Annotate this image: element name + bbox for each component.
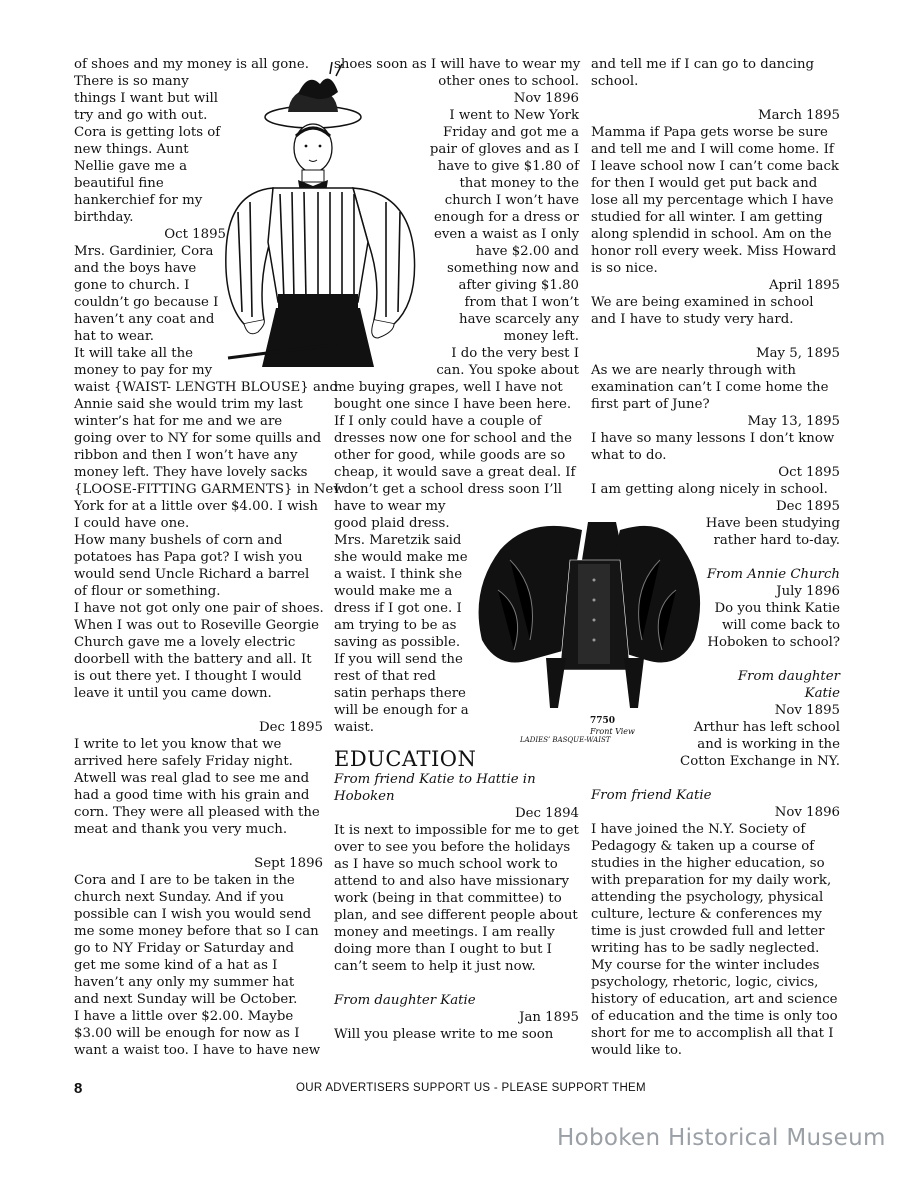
- text-line: Cora is getting lots of: [74, 125, 221, 140]
- text-line: church I won’t have: [444, 193, 579, 208]
- caption-number: 7750: [590, 716, 616, 726]
- text-line: for then I would get put back and: [591, 176, 818, 191]
- text-line: of shoes and my money is all gone.: [74, 57, 309, 72]
- column-2-education: [334, 747, 579, 1043]
- text-line: leave it until you came down.: [74, 686, 272, 701]
- text-line: $3.00 will be enough for now as I: [74, 1026, 300, 1041]
- text-line: can’t seem to help it just now.: [334, 959, 536, 974]
- date-line: Nov 1896: [774, 805, 840, 820]
- text-line: want a waist too. I have to have new: [74, 1043, 321, 1058]
- text-line: There is so many: [74, 74, 189, 89]
- text-line: waist {WAIST- LENGTH BLOUSE} and: [74, 380, 338, 395]
- text-line: of education and the time is only too: [591, 1009, 838, 1024]
- text-line: examination can’t I come home the: [591, 380, 829, 395]
- text-line: of flour or something.: [74, 584, 221, 599]
- text-line: good plaid dress.: [334, 516, 450, 531]
- text-line: as I have so much school work to: [334, 857, 558, 872]
- text-line: I have a little over $2.00. Maybe: [74, 1009, 294, 1024]
- date-line: Sept 1896: [254, 856, 323, 871]
- subheading: From friend Katie: [591, 788, 712, 803]
- text-line: Cotton Exchange in NY.: [680, 754, 840, 769]
- text-line: Atwell was real glad to see me and: [74, 771, 310, 786]
- text-line: had a good time with his grain and: [74, 788, 310, 803]
- text-line: I leave school now I can’t come back: [591, 159, 839, 174]
- date-line: Dec 1895: [775, 499, 840, 514]
- text-line: rest of that red: [334, 669, 436, 684]
- text-line: plan, and see different people about: [334, 908, 578, 923]
- text-line: Will you please write to me soon: [334, 1027, 554, 1042]
- text-line: school.: [591, 74, 639, 89]
- museum-watermark: Hoboken Historical Museum: [557, 1125, 886, 1151]
- text-line: Hoboken to school?: [707, 635, 840, 650]
- text-line: enough for a dress or: [434, 210, 579, 225]
- date-line: March 1895: [758, 108, 840, 123]
- text-line: Friday and got me a: [443, 125, 579, 140]
- text-line: haven’t any coat and: [74, 312, 215, 327]
- text-line: with preparation for my daily work,: [591, 873, 832, 888]
- text-line: {LOOSE-FITTING GARMENTS} in New: [74, 482, 345, 497]
- text-line: I went to New York: [449, 108, 579, 123]
- text-line: have $2.00 and: [475, 244, 579, 259]
- text-line: bought one since I have been here.: [334, 397, 572, 412]
- text-line: and I have to study very hard.: [591, 312, 794, 327]
- text-line: Church gave me a lovely electric: [74, 635, 296, 650]
- subheading: Hoboken: [334, 789, 395, 804]
- text-line: money left.: [503, 329, 579, 344]
- text-line: Nellie gave me a: [74, 159, 188, 174]
- text-line: short for me to accomplish all that I: [591, 1026, 834, 1041]
- text-line: waist.: [334, 720, 374, 735]
- text-line: from that I won’t: [464, 295, 579, 310]
- text-line: and tell me if I can go to dancing: [591, 57, 815, 72]
- text-line: rather hard to-day.: [713, 533, 840, 548]
- subheading: From friend Katie to Hattie in: [334, 772, 536, 787]
- footer-slogan: OUR ADVERTISERS SUPPORT US - PLEASE SUPPORT THEM: [296, 1082, 646, 1094]
- text-line: will come back to: [721, 618, 840, 633]
- text-line: and is working in the: [697, 737, 840, 752]
- text-line: cheap, it would save a great deal. If: [334, 465, 576, 480]
- text-line: I could have one.: [74, 516, 190, 531]
- text-line: Arthur has left school: [693, 720, 840, 735]
- text-line: work (being in that committee) to: [334, 891, 562, 906]
- text-line: As we are nearly through with: [591, 363, 796, 378]
- text-line: arrived here safely Friday night.: [74, 754, 293, 769]
- text-line: If you will send the: [334, 652, 463, 667]
- text-line: she would make me: [334, 550, 468, 565]
- text-line: We are being examined in school: [591, 295, 814, 310]
- text-line: after giving $1.80: [458, 278, 579, 293]
- date-line: July 1896: [776, 584, 840, 599]
- subheading: Katie: [804, 686, 840, 701]
- text-line: Mrs. Maretzik said: [334, 533, 462, 548]
- text-line: other ones to school.: [438, 74, 579, 89]
- text-line: Do you think Katie: [714, 601, 840, 616]
- text-line: I have joined the N.Y. Society of: [591, 822, 806, 837]
- text-line: culture, lecture & conferences my: [591, 907, 822, 922]
- text-line: studies in the higher education, so: [591, 856, 825, 871]
- text-line: go to NY Friday or Saturday and: [74, 941, 295, 956]
- text-line: money left. They have lovely sacks: [74, 465, 308, 480]
- date-line: May 5, 1895: [755, 346, 840, 361]
- text-line: lose all my percentage which I have: [591, 193, 834, 208]
- text-line: would like to.: [591, 1043, 682, 1058]
- text-line: potatoes has Papa got? I wish you: [74, 550, 303, 565]
- caption-label: LADIES’ BASQUE-WAIST: [520, 736, 611, 744]
- text-line: me buying grapes, well I have not: [334, 380, 563, 395]
- text-line: have scarcely any: [459, 312, 579, 327]
- text-line: meat and thank you very much.: [74, 822, 288, 837]
- date-line: Dec 1894: [514, 806, 579, 821]
- text-line: new things. Aunt: [74, 142, 189, 157]
- section-heading: EDUCATION: [334, 747, 477, 771]
- text-line: ribbon and then I won’t have any: [74, 448, 298, 463]
- text-line: couldn’t go because I: [74, 295, 219, 310]
- text-line: get me some kind of a hat as I: [74, 958, 278, 973]
- caption-view: Front View: [590, 727, 635, 736]
- text-line: I don’t get a school dress soon I’ll: [334, 482, 563, 497]
- text-line: haven’t any only my summer hat: [74, 975, 295, 990]
- text-line: pair of gloves and as I: [429, 142, 579, 157]
- text-line: doing more than I ought to but I: [334, 942, 552, 957]
- text-line: York for at a little over $4.00. I wish: [74, 499, 318, 514]
- text-line: would make me a: [334, 584, 453, 599]
- date-line: April 1895: [768, 278, 840, 293]
- text-line: possible can I wish you would send: [74, 907, 312, 922]
- text-line: saving as possible.: [334, 635, 461, 650]
- subheading: From daughter: [737, 669, 840, 684]
- text-line: When I was out to Roseville Georgie: [74, 618, 320, 633]
- text-line: first part of June?: [591, 397, 710, 412]
- text-line: winter’s hat for me and we are: [74, 414, 283, 429]
- text-line: something now and: [447, 261, 579, 276]
- text-line: what to do.: [591, 448, 667, 463]
- text-line: I have not got only one pair of shoes.: [74, 601, 324, 616]
- text-line: have to give $1.80 of: [437, 159, 579, 174]
- text-line: I write to let you know that we: [74, 737, 282, 752]
- date-line: May 13, 1895: [747, 414, 840, 429]
- text-line: attend to and also have missionary: [334, 874, 570, 889]
- text-line: psychology, rhetoric, logic, civics,: [591, 975, 819, 990]
- date-line: Dec 1895: [258, 720, 323, 735]
- text-line: I do the very best I: [451, 346, 579, 361]
- text-line: Annie said she would trim my last: [74, 397, 303, 412]
- text-line: dresses now one for school and the: [334, 431, 572, 446]
- text-line: church next Sunday. And if you: [74, 890, 284, 905]
- text-line: hankerchief for my: [74, 193, 203, 208]
- text-line: gone to church. I: [74, 278, 190, 293]
- text-line: corn. They were all pleased with the: [74, 805, 320, 820]
- subheading: From Annie Church: [706, 567, 840, 582]
- text-line: I am getting along nicely in school.: [591, 482, 828, 497]
- text-line: My course for the winter includes: [591, 958, 820, 973]
- text-line: How many bushels of corn and: [74, 533, 283, 548]
- text-line: me some money before that so I can: [74, 924, 319, 939]
- text-line: birthday.: [74, 210, 134, 225]
- text-line: things I want but will: [74, 91, 218, 106]
- text-line: history of education, art and science: [591, 992, 838, 1007]
- text-line: is so nice.: [591, 261, 658, 276]
- text-line: hat to wear.: [74, 329, 154, 344]
- text-line: am trying to be as: [334, 618, 457, 633]
- text-line: dress if I got one. I: [334, 601, 462, 616]
- text-line: Pedagogy & taken up a course of: [591, 839, 815, 854]
- text-line: Mrs. Gardinier, Cora: [74, 244, 214, 259]
- text-line: other for good, while goods are so: [334, 448, 566, 463]
- text-line: and tell me and I will come home. If: [591, 142, 834, 157]
- date-line: Oct 1895: [778, 465, 840, 480]
- text-line: honor roll every week. Miss Howard: [591, 244, 837, 259]
- text-line: even a waist as I only: [434, 227, 579, 242]
- text-line: doorbell with the battery and all. It: [74, 652, 312, 667]
- text-line: Have been studying: [705, 516, 840, 531]
- text-line: money to pay for my: [74, 363, 213, 378]
- page-number: 8: [74, 1080, 83, 1097]
- date-line: Jan 1895: [519, 1010, 579, 1025]
- text-line: It will take all the: [74, 346, 194, 361]
- text-line: satin perhaps there: [334, 686, 466, 701]
- text-line: I have so many lessons I don’t know: [591, 431, 835, 446]
- text-line: have to wear my: [334, 499, 446, 514]
- date-line: Nov 1896: [513, 91, 579, 106]
- date-line: Oct 1895: [164, 227, 226, 242]
- text-line: along splendid in school. Am on the: [591, 227, 832, 242]
- text-line: try and go with out.: [74, 108, 208, 123]
- text-line: writing has to be sadly neglected.: [591, 941, 820, 956]
- text-line: Cora and I are to be taken in the: [74, 873, 295, 888]
- text-line: can. You spoke about: [436, 363, 579, 378]
- text-line: attending the psychology, physical: [591, 890, 824, 905]
- text-line: money and meetings. I am really: [334, 925, 555, 940]
- text-line: Mamma if Papa gets worse be sure: [591, 125, 828, 140]
- date-line: Nov 1895: [774, 703, 840, 718]
- column-3: [591, 56, 840, 1059]
- text-line: and the boys have: [74, 261, 197, 276]
- text-line: shoes soon as I will have to wear my: [334, 57, 581, 72]
- text-line: and next Sunday will be October.: [74, 992, 298, 1007]
- text-line: that money to the: [459, 176, 579, 191]
- text-line: beautiful fine: [74, 176, 164, 191]
- text-line: time is just crowded full and letter: [591, 924, 825, 939]
- text-line: will be enough for a: [334, 703, 469, 718]
- text-line: If I only could have a couple of: [334, 414, 542, 429]
- text-line: over to see you before the holidays: [334, 840, 571, 855]
- text-line: studied for all winter. I am getting: [591, 210, 823, 225]
- text-line: would send Uncle Richard a barrel: [74, 567, 310, 582]
- text-line: is out there yet. I thought I would: [74, 669, 302, 684]
- text-line: a waist. I think she: [334, 567, 463, 582]
- text-line: going over to NY for some quills and: [74, 431, 322, 446]
- subheading: From daughter Katie: [334, 993, 476, 1008]
- text-line: It is next to impossible for me to get: [334, 823, 579, 838]
